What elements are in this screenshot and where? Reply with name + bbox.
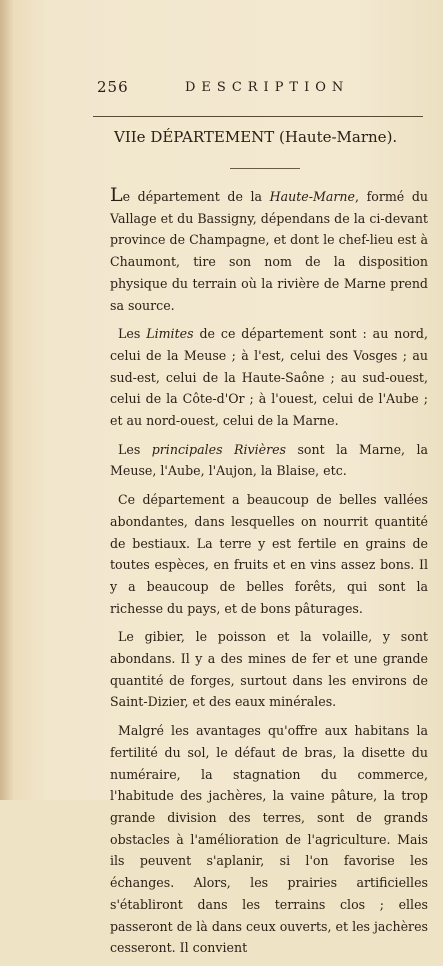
drop-cap: L xyxy=(110,184,123,206)
gutter-shadow xyxy=(0,0,14,800)
paragraph: Le gibier, le poisson et la volaille, y sont abondans. Il y a des mines de fer et une grande quantité de forges, surtout dans les environs de Saint-Dizier, et des eaux minérales. xyxy=(110,629,428,710)
header-rule xyxy=(93,116,423,117)
paragraph: Les principales Rivières sont la Marne, la Meuse, l'Aube, l'Aujon, la Blaise, etc. xyxy=(110,441,428,479)
page-number: 256 xyxy=(97,78,129,96)
title-rule xyxy=(230,168,300,169)
body-text xyxy=(110,186,428,966)
paragraph: Malgré les avantages qu'offre aux habitans la fertilité du sol, le défaut de bras, la disette du numéraire, la stagnation du commerce, l'habitude des jachères, la vaine pâture, la trop grande division des terres, sont de grands obstacles à l'amélioration de l'agriculture. Mais ils peuvent s'aplanir, si l'on favorise les échanges. Alors, les prairies artificielles s'établiront dans les terrains clos ; elles passeront de là dans ceux ouverts, et les jachères cesseront. Il convient xyxy=(110,723,428,956)
paragraph: Le département de la Haute-Marne, formé du Vallage et du Bassigny, dépendans de la ci-devant province de Champagne, et dont le chef-lieu est à Chaumont, tire son nom de la disposition physique du terrain où la rivière de Marne prend sa source. xyxy=(110,184,428,313)
running-head xyxy=(97,78,407,98)
chapter-title: VIIe DÉPARTEMENT (Haute-Marne). xyxy=(114,128,398,146)
running-title: DESCRIPTION xyxy=(185,80,350,95)
paragraph: Les Limites de ce département sont : au nord, celui de la Meuse ; à l'est, celui des Vosges ; au sud-est, celui de la Haute-Saône ; au sud-ouest, celui de la Côte-d'Or ; à l'ouest, celui de l'Aube ; et au nord-ouest, celui de la Marne. xyxy=(110,326,428,429)
paragraph: Ce département a beaucoup de belles vallées abondantes, dans lesquelles on nourrit quantité de bestiaux. La terre y est fertile en grains de toutes espèces, en fruits et en vins assez bons. Il y a beaucoup de belles forêts, qui sont la richesse du pays, et de bons pâturages. xyxy=(110,492,428,616)
